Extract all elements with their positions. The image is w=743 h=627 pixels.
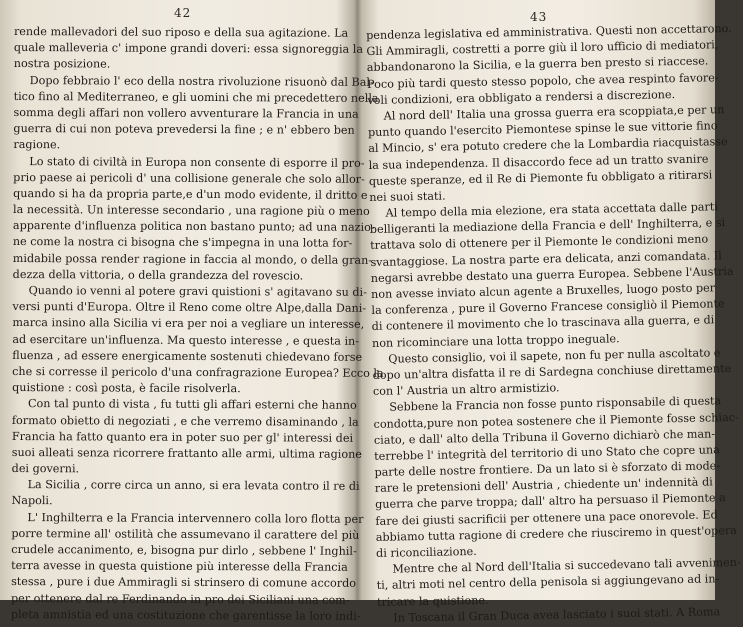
- text-line: In Toscana il Gran Duca avea lasciato i suoi stati. A Roma: [393, 605, 721, 625]
- text-line: abbandonarono la Sicilia, e la guerra ben presto si riaccese.: [366, 54, 709, 75]
- text-line: L' Inghilterra e la Francia intervennero colla loro flotta per: [27, 510, 364, 526]
- text-line: rende mallevadori del suo riposo e della sua agitazione. La: [13, 24, 349, 40]
- text-line: crudele accanimento, e, bisogna pur dirlo , sebbene l' Inghil-: [11, 542, 357, 558]
- text-line: versi punti d'Europa. Oltre il Reno come oltre Alpe,dalla Dani-: [12, 300, 367, 316]
- left-page-text: [10, 24, 384, 625]
- text-line: Quando io venni al potere gravi quistioni s' agitavano su di-: [28, 284, 367, 299]
- text-line: per ottenere dal re Ferdinando in pro dei Siciliani una com-: [10, 591, 350, 607]
- text-line: Francia ha fatto quanto era in poter suo per gl' interessi dei: [11, 429, 354, 445]
- text-line: punto quando l'esercito Piemontese spinse le sue vittorie fino: [367, 119, 718, 140]
- text-line: fluenza , ad essere energicamente sostenuti chiedevano forse: [12, 348, 363, 364]
- text-line: Gli Ammiragli, costretti a porre giù il loro ufficio di mediatori,: [366, 38, 719, 59]
- text-line: formato obietto di negoziati , e che verremo disaminando , la: [11, 413, 359, 429]
- text-line: ragione.: [13, 138, 61, 152]
- text-line: midabile possa render ragione in faccia al mondo, o della gran-: [12, 251, 373, 267]
- text-line: Al tempo della mia elezione, era stata accettata dalle parti: [385, 200, 719, 220]
- text-line: Napoli.: [11, 494, 53, 508]
- text-line: stessa , pure i due Ammiragli si strinsero di comune accordo: [11, 575, 357, 591]
- text-line: terra avesse in questa quistione più interesse della Francia: [11, 559, 348, 574]
- text-line: ad esercitare un'influenza. Ma questo interesse , e questa in-: [12, 332, 360, 348]
- text-line: guerra che parve troppa; dall' altro ha persuaso il Piemonte a: [375, 491, 726, 512]
- text-line: voli condizioni, era obbligato a rendersi a discrezione.: [367, 87, 676, 107]
- text-line: quando si ha da propria parte,e d'un modo evidente, il dritto e: [13, 186, 368, 202]
- text-line: Al nord dell' Italia una grossa guerra era scoppiata,e per un: [383, 103, 725, 123]
- text-line: condotta,pure non potea sostenere che il Piemonte fosse schiac-: [373, 410, 739, 431]
- text-line: dei governi.: [11, 462, 80, 476]
- right-page-number: 43: [530, 10, 548, 24]
- text-line: nei suoi stati.: [369, 189, 446, 204]
- text-line: queste speranze, ed il Re di Piemonte fu obbligato a ritirarsi: [368, 168, 713, 188]
- text-line: terrebbe l' integrità del territorio di uno Stato che copre una: [374, 443, 720, 463]
- text-line: tico fino al Mediterraneo, e gli uomini che mi precedettero nella: [13, 89, 379, 105]
- text-line: che si corresse il pericolo d'una confragrazione Europea? Ecco la: [12, 364, 384, 380]
- text-line: dopo un'altra disfatta il re di Sardegna conchiuse direttamente: [372, 361, 732, 382]
- text-line: la sua independenza. Il disaccordo fece ad un tratto svanire: [368, 151, 709, 172]
- text-line: pendenza legislativa ed amministrativa. Questi non accettarono.: [366, 21, 732, 42]
- text-line: suoi alleati senza ricorrere frattanto alle armi, ultima ragione: [11, 445, 362, 461]
- text-line: belligeranti la mediazione della Francia e dell' Inghilterra, e si: [369, 216, 726, 237]
- text-line: non ricominciare una lotta troppo ineguale.: [371, 331, 620, 350]
- text-line: somma degli affari non vollero avventurare la Francia in una: [13, 105, 359, 121]
- right-page-text: [366, 21, 741, 627]
- right-page: [366, 0, 741, 625]
- text-line: guerra di cui non poteva prevedersi la fine ; e n' ebbero ben: [13, 122, 355, 137]
- text-line: di riconciliazione.: [375, 544, 477, 560]
- text-line: ciato, e dall' alto della Tribuna il Governo dichiarò che man-: [373, 427, 716, 447]
- text-line: marca insino alla Sicilia vi era per noi a vegliare un interesse,: [12, 316, 365, 332]
- left-page-number: 42: [174, 6, 192, 20]
- text-line: quistione : così posta, è facile risolverla.: [12, 381, 241, 396]
- text-line: Sebbene la Francia non fosse punto risponsabile di questa: [389, 394, 722, 414]
- text-line: con l' Austria un altro armistizio.: [372, 381, 560, 399]
- text-line: abbiamo tutta ragione di credere che riusciremo in quest'opera: [375, 523, 738, 544]
- text-line: Dopo febbraio l' eco della nostra rivoluzione risuonò dal Bal-: [29, 73, 374, 89]
- left-page: [10, 0, 384, 623]
- text-line: la conferenza , pure il Governo Francese consigliò il Piemonte: [371, 297, 725, 318]
- text-line: Poco più tardi questo stesso popolo, che avea respinto favore-: [366, 70, 719, 91]
- text-line: parte delle nostre frontiere. Da un lato si è sforzato di mode-: [374, 459, 721, 479]
- text-line: non avesse inviato alcun agente a Bruxelles, luogo posto per: [370, 281, 716, 301]
- text-line: prio paese ai pericoli d' una collisione generale che solo allor-: [13, 170, 365, 186]
- text-line: rare le pretensioni dell' Austria , chiedente un' indennità di: [374, 475, 713, 496]
- text-line: pleta amnistia ed una costituzione che garentisse la loro indi-: [10, 607, 361, 623]
- text-line: Lo stato di civiltà in Europa non consente di esporre il pro-: [29, 154, 365, 170]
- text-line: al Mincio, s' era potuto credere che la Lombardia riacquistasse: [368, 135, 728, 156]
- text-line: fare dei giusti sacrificii per ottenere una pace onorevole. Ed: [375, 507, 718, 528]
- text-line: trattava solo di ottenere per il Piemonte le condizioni meno: [370, 232, 709, 253]
- text-line: Mentre che al Nord dell'Italia si succedevano tali avvenimen-: [392, 556, 741, 576]
- text-line: porre termine all' ostilità che assumevano il carattere del più: [11, 526, 360, 542]
- text-line: Questo consiglio, voi il sapete, non fu per nulla ascoltato e: [388, 346, 721, 366]
- text-line: negarsi avrebbe destato una guerra Europea. Sebbene l'Austria: [370, 264, 734, 285]
- text-line: ne come la nostra ci bisogna che s'impegna in una lotta for-: [12, 235, 353, 251]
- text-line: La Sicilia , corre circa un anno, si era levata contro il re di: [27, 478, 360, 494]
- text-line: quale malleveria c' impone grandi doveri: essa signoreggia la: [13, 41, 364, 57]
- text-line: tricare la quistione.: [376, 593, 489, 609]
- text-line: nostra posizione.: [13, 57, 111, 71]
- text-line: Con tal punto di vista , fu tutti gli affari esterni che hanno: [27, 397, 357, 413]
- text-line: di contenere il movimento che lo trascinava alla guerra, e di: [371, 313, 715, 334]
- text-line: dezza della vittoria, o della grandezza del rovescio.: [12, 267, 304, 283]
- text-line: svantaggiose. La nostra parte era delicata, anzi comandata. Il: [370, 248, 722, 269]
- text-line: apparente d'influenza politica non bastano punto; ad una nazio-: [12, 219, 375, 235]
- text-line: ti, altri moti nel centro della penisola si aggiungevano ad in-: [376, 572, 720, 593]
- text-line: la necessità. Un interesse secondario , una ragione più o meno: [12, 203, 370, 218]
